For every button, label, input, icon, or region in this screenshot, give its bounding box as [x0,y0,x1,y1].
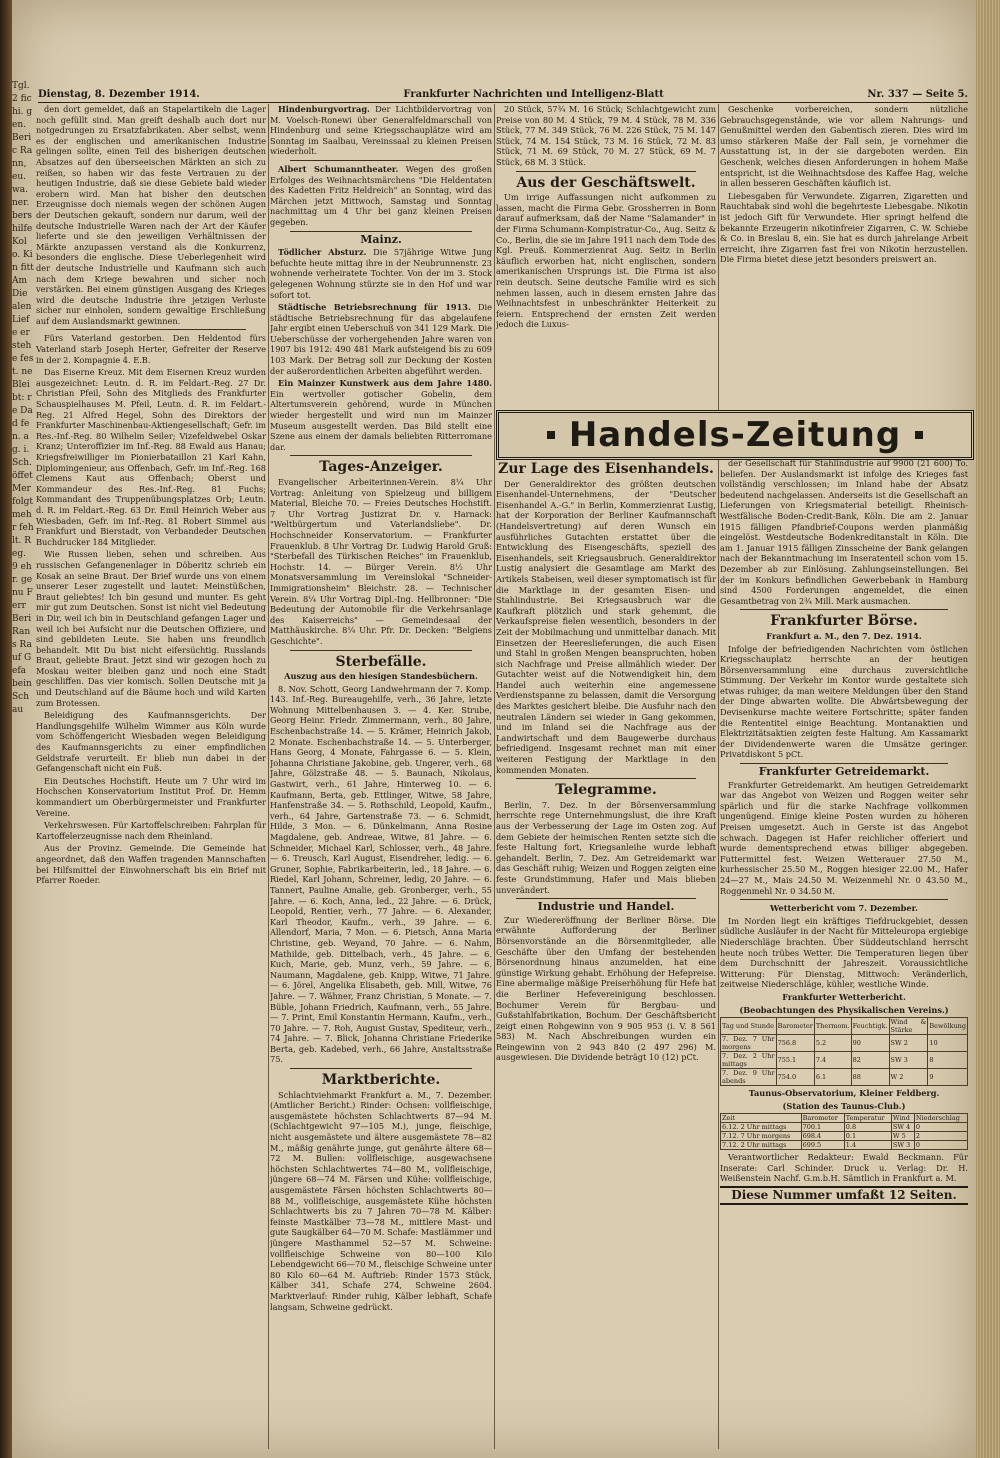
table-cell: SW 3 [889,1052,928,1069]
table-cell: 2 [914,1132,967,1141]
news-item: Aus der Provinz. Gemeinde. Die Gemeinde hat angeordnet, daß den Waffen tragenden Mannschaften bei Hilfsmittel der Einwohnerschaft bis ein Brief mit Pfarrer Roeder. [36,843,266,886]
news-item [270,302,492,376]
divider [290,231,472,232]
geschaeftswelt-text: Um irrige Auffassungen nicht aufkommen zu lassen, macht die Firma Gebr. Grossherren in Bonn darauf aufmerksam, daß der Name "Salamander" in der Firma Schumann-Kompistratur-Co., Aug. Seitz & Co., Berlin, die sie im Jahre 1911 nach dem Tode des Kgl. Preuß. Kommerzienrat Aug. Seitz in Berlin käuflich erworben hat, nicht englischen, sondern amerikanischen Ursprungs ist. Die Firma ist also rein deutsch. Seine deutsche Familie wird es sich nehmen lassen, auch in diesem ernsten Jahre das Weihnachtsfest in unbeschränkter Heiterkeit zu feiern. Entsprechend der ernsten Zeit werden jedoch die Luxus- [496,192,716,330]
table-cell: 7.12. 7 Uhr morgens [721,1132,802,1141]
boerse-text: Infolge der befriedigenden Nachrichten vom östlichen Kriegsschauplatz herrschte an der heutigen Börsenversammlung eine durchaus zuversichtliche Stimmung. Der Verkehr im Kontor wurde gestaltete sich etwas ruhiger, da man weitere Meldungen über den Stand der Dinge abwarten wollte. Die Abwärtsbewegung der Devisenkurse machte weitere Fortschritte; später fanden die Rententitel einige Beachtung. Montanaktien und Elektrizitätsaktien zeigten feste Haltung. Am Kassamarkt der Dividendenwerte waren die Umsätze geringer. Privatdiskont 5 pCt. [720,643,968,760]
weather-table [720,1017,968,1086]
column-rule [494,104,495,1449]
table-cell: 82 [851,1052,889,1069]
column-rule [718,104,719,1449]
item-text: Der Lichtbildervortrag von M. Voelsch-Ronewi über Generalfeldmarschall von Hindenburg und seine Kriegsschauplätze wird am Sonntag im Saalbau, Vereinssaal zu kleinen Preisen wiederholt. [270,104,492,157]
eisenhandel-text: Der Generaldirektor des größten deutschen Eisenhandel-Unternehmens, der "Deutscher Eisenhandel A.-G." in Berlin, Kommerzienrat Lustig, hat der Korporation der Berliner Kaufmannschaft (Handelsvertretung) auf deren Wunsch ein ausführliches Gutachten erstattet über die Entwicklung des Eisengeschäfts, speziell des Eisenhandels, seit Kriegsausbruch. Generaldirektor Lustig analysiert die Gesamtlage am Markt des Artikels Stabeisen, weil dieser symptomatisch ist für die Marktlage in der gesamten Eisen- und Stahlindustrie. Bei Kriegsausbruch war die Kaufkraft plötzlich und stark gehemmt, die Verkaufspreise fielen wesentlich, besonders in der Zeit der Mobilmachung und unmittelbar danach. Mit Einsetzen der Heereslieferungen, die auch Eisen und Stahl in großen Mengen beanspruchten, hoben sich Nachfrage und Preise allmählich wieder. Der Gutachter weist auf die Notwendigkeit hin, dem Handel auch weiterhin eine angemessene Verdienstspanne zu belassen, damit die Versorgung des Marktes gesichert bleibe. Die Ausfuhr nach den neutralen Ländern sei wieder in Gang gekommen, und im Inland sei die Nachfrage aus der Landwirtschaft und dem Baugewerbe durchaus befriedigend. Insgesamt rechnet man mit einer weiteren Festigung der Marktlage in den kommenden Monaten. [496,478,716,775]
news-item: Wie Russen lieben, sehen und schreiben. Aus russischen Gefangenenlager in Döberitz schrieb ein Kosak an seine Braut. Der Brief wurde uns von einem unserer Leser zugestellt und lautet: Meinstüßchen, Braut geliebtes! Ich bin gesund und munter. Es geht mir gut zum Deutschen. Sonst ist nicht viel Bedeutung in Dir, weil ich bin in Deutschland gefangen Lager und weil ich bei Aufsicht nur die Deutschen Offiziere, und sind gebildeten Leute. Sie haben uns freundlich behandelt. Mit Du bist nicht eifersüchtig. Russlands Braut, geliebte Braut. Jetzt sind wir gezogen hoch zu Moskau weiter bleiben ganz und noch eine Stadt geschliffen. Das vier komisch. Sollen Deutsche mit ja und Deutschland auf die Bäume hoch und wild Karten zum Brotessen. [36,549,266,708]
news-item: Das Eiserne Kreuz. Mit dem Eisernen Kreuz wurden ausgezeichnet: Leutn. d. R. im Feldart.-Reg. 27 Dr. Christian Pfeil, Sohn des Mitglieds des Frankfurter Schauspielhauses M. Pfeil, Leutn. d. R. im Feldart.-Reg. 21 Alfred Hegel, Sohn des Direktors der Frankfurter Maschinenbau-Aktiengesellschaft; Gefr. im Res.-Inf.-Reg. 80 Wilhelm Seiler; Vizefeldwebel Oskar Kranz; Unteroffizier im Inf.-Reg. 88 Ewald aus Hanau; Kriegsfreiwilliger im Pionierbataillon 21 Karl Kahn, Diplomingenieur, aus Offenbach, Gefr. im Inf.-Reg. 168 Clemens Kaut aus Offenbach; Oberst und Kommandeur des Res.-Inf.-Reg. 81 Fuchs; Kommandant des Truppenübungsplatzes Orb; Leutn. d. R. im Feldart.-Reg. 63 Dr. Emil Heinrich Weber aus Wiesbaden, Gefr. im Inf.-Reg. 81 Robert Simmel aus Frankfurt und Bierstadt, von Verbandeder Deutschen Buchdrucker 184 Mitglieder. [36,367,266,547]
book-spine [0,0,12,1458]
item-text: Ein wertvoller gotischer Gobelin, dem Altertumsverein gehörend, wurde in München wieder hergestellt und wird nun im Mainzer Museum ausgestellt werden. Das Bild stellt eine Szene aus einem der damals beliebten Ritterromane dar. [270,388,492,452]
section-heading-telegramme: Telegramme. [555,782,657,799]
table-cell: 699.5 [801,1141,844,1150]
table-header-cell: Barometer [801,1114,844,1123]
table-cell: 8 [928,1052,968,1069]
telegramme-text: Berlin, 7. Dez. In der Börsenversammlung herrschte rege Unternehmungslust, die ihre Kraft aus der Verbesserung der Lage im Osten zog. Auf dem Gebiete der heimischen Renten setzte sich die feste Haltung fort, Kriegsanleihe wurde lebhaft gehandelt. Berlin, 7. Dez. Am Getreidemarkt war das Geschäft ruhig; Weizen und Roggen zeigten eine feste Grundstimmung, Hafer und Mais blieben unverändert. [496,799,716,895]
column-rule [268,104,269,1449]
table-header-cell: Thermom. [814,1018,851,1035]
news-item: Ein Deutsches Hochstift. Heute um 7 Uhr wird im Hochschen Konservatorium Institut Prof. Dr. Hemm kommandiert um Oberbürgermeister und Frankfurter Vereine. [36,775,266,818]
ornament-square-icon [547,431,555,439]
frankfurter-wetter-sub: (Beobachtungen des Physikalischen Vereins.) [739,1004,949,1015]
item-title: Hindenburgvortrag. [278,104,370,114]
divider [740,899,948,900]
news-item: Fürs Vaterland gestorben. Den Heldentod fürs Vaterland starb Joseph Herter, Gefreiter der Reserve in der 2. Kompagnie 4. E.B. [36,333,266,365]
news-item: Beleidigung des Kaufmannsgerichts. Der Handlungsgehilfe Wilhelm Wimmer aus Köln wurde vom Schöffengericht Wiesbaden wegen Beleidigung des Kaufmannsgerichts zu einer empfindlichen Geldstrafe verurteilt. Er blieb nun dabei in der Gefangenschaft nicht ein Fuß. [36,710,266,774]
column-3-bottom [496,458,716,1448]
table-header-cell: Wind & Stärke [890,1018,927,1035]
table-header-row [721,1114,968,1123]
table-cell: 756.8 [776,1035,814,1052]
section-heading-taunus: Taunus-Observatorium, Kleiner Feldberg. [748,1088,940,1099]
divider [56,329,246,330]
table-cell: SW 2 [889,1035,928,1052]
table-cell: 700.1 [801,1123,844,1132]
table-cell: W 2 [889,1069,928,1086]
table-cell: 7. Dez. 7 Uhr morgens [722,1035,775,1052]
item-text: Die 57jährige Witwe Jung befuchte heute mittag ihre in der Neubrunnenstr. 23 wohnende verheiratete Tochter. Von der im 3. Stock gelegenen Wohnung stürzte sie in den Hof und war sofort tot. [270,247,492,300]
table-cell: 6.12. 2 Uhr mittags [721,1123,802,1132]
column-3-top [496,104,716,404]
section-subheading: Auszug aus den hiesigen Standesbüchern. [284,671,478,682]
section-heading-eisenhandel: Zur Lage des Eisenhandels. [498,461,714,477]
header-page-number: Nr. 337 — Seite 5. [867,88,968,100]
table-cell: 755.1 [776,1052,814,1069]
item-title: Tödlicher Absturz. [278,247,367,258]
divider [290,650,472,651]
item-text: Wegen des großen Erfolges des Weihnachtsmärchens "Die Heldentaten des Kadetten Fritz Heldreich" an Sonntag, wird das Märchen jetzt Mittwoch, Samstag und Sonntag nachmittag um 4 Uhr bei ganz kleinen Preisen gegeben. [270,163,492,227]
item-title: Albert Schumanntheater. [278,163,399,174]
table-cell: SW 3 [891,1141,914,1150]
divider [290,160,472,161]
newspaper-page [12,0,976,1458]
table-cell: 754.0 [776,1069,814,1086]
table-cell: W 5 [891,1132,914,1141]
taunus-table [720,1113,968,1150]
sterbefaelle-text: 8. Nov. Schott, Georg Landwehrmann der 7. Komp. 143. Inf.-Reg. Bureaugehilfe, verh., 36 Jahre, letzte Wohnung Mittelbenhausen 3. — 4. Ker. Strube, Georg Heinr. Friedr. Zimmermann, verh., 80 Jahre, Eschenbachstraße 14. — 5. Krämer, Heinrich Jakob, 2 Monate. Eschenbachstraße 14. — 5. Unterberger, Hans Georg, 4 Monate, Fahrgasse 6. — 5. Klein, Johanna Christiane Jakobine, geb. Ungerer, verh., 68 Jahre, Gölzstraße 48. — 5. Baunach, Nikolaus, Gastwirt, verh., 61 Jahre, Hinterweg 10. — 6. Kaufmann, Berta, geb. Ettlinger, Witwe, 58 Jahre, Hanfenstraße 34. — 5. Rothschild, Leopold, Kaufm., verh., 64 Jahre, Gartenstraße 73. — 6. Schmidt, Hilde, 3 Mon. — 6. Dünkelmann, Anna Rosine Magdalene, geb. Andreae, Witwe, 81 Jahre. — 6. Schneider, Michael Karl, Schlosser, verh., 48 Jahre. — 6. Treusch, Karl August, Eisendreher, ledig. — 6. Gruner, Sophie, Fabrikarbeiterin, led., 18 Jahre. — 6. Riedel, Karl Johann, Schreiner, ledig, 20 Jahre. — 6. Tannert, Pauline Amalie, geb. Gronberger, verh., 55 Jahre. — 6. Koch, Anna, led., 22 Jahre. — 6. Drück, Leopold, Rentier, verh., 77 Jahre. — 6. Alexander, Karl Theodor, Kaufm., verh., 39 Jahre. — 6. Allendorf, Maria, 7 Mon. — 6. Pietsch, Anna Maria Christine, geb. Weyand, 70 Jahre. — 6. Nahm, Mathilde, geb. Dittelbach, verh., 45 Jahre. — 6. Kuch, Marie, geb. Munz, verh., 59 Jahre. — 6. Naumann, Magdalene, geb. Knipp, Witwe, 71 Jahre. — 6. Jörel, Angelika Elisabeth, geb. Mill, Witwe, 76 Jahre. — 7. Wähner, Franz Christian, 5 Monate. — 7. Büble, Johann Friedrich, Kaufmann, verh., 55 Jahre. — 7. Print, Emil Konstantin Hermann, Kaufm., verh., 70 Jahre. — 7. Roh, August Gustav, Spediteur, verh., 74 Jahre. — 7. Blick, Johanna Christiane Friederike Berta, geb. Kadebed, verh., 66 Jahre, Anstaltsstraße 75. [270,683,492,1065]
table-header-row [721,1018,968,1035]
table-cell: 6.1 [814,1069,851,1086]
section-heading-frankfurter-wetter: Frankfurter Wetterbericht. [782,991,906,1002]
news-item [270,104,492,157]
ornament-square-icon [915,431,923,439]
table-header-cell: Tag und Stunde [721,1018,777,1035]
table-cell: 1.4 [844,1141,891,1150]
section-heading-geschaeftswelt: Aus der Geschäftswelt. [516,174,696,191]
table-cell: 0 [914,1123,967,1132]
taunus-sub: (Station des Taunus-Club.) [782,1100,906,1111]
table-cell: 9 [928,1069,968,1086]
item-text: Die städtische Betriebsrechnung für das abgelaufene Jahr ergibt einen Ueberschuß von 341 129 Mark. Die Ueberschüsse der vorhergehenden Jahre waren von 1907 bis 1912: 490 481 Mark aufsteigend bis zu 609 103 Mark. Der Betrag soll zur Deckung der Kosten der außerordentlichen Arbeiten abgeführt werden. [270,302,492,376]
table-row [721,1123,968,1132]
table-cell: 7.12. 2 Uhr mittags [721,1141,802,1150]
divider [516,171,696,172]
table-cell: SW 4 [891,1123,914,1132]
column-2 [270,104,492,1449]
table-header-cell: Temperatur [844,1114,891,1123]
table-cell: 0 [914,1141,967,1150]
section-heading-marktberichte: Marktberichte. [321,1072,441,1089]
header-masthead: Frankfurter Nachrichten und Intelligenz-Blatt [403,88,664,100]
article-continuation: Geschenke vorbereichen, sondern nützliche Gebrauchsgegenstände, wie vor allem Nahrungs- und Genußmittel werden den Gabentisch zieren. Dies wird im umso stärkeren Maße der Fall sein, je vornehmer die Ausstattung ist, in der sie dargeboten werden. Ein Geschenk, welches diesen Anforderungen in hohem Maße entspricht, ist die Weihnachtsdose des Kaffee Hag, welche in allen besseren Geschäften käuflich ist. [720,104,968,189]
news-item [270,247,492,300]
page-edges [976,0,1000,1458]
table-cell: 7. Dez. 2 Uhr mittags [722,1052,775,1069]
table-cell: 7.4 [814,1052,851,1069]
article-text: den dort gemeldet, daß an Stapelartikeln die Lager noch gefüllt sind. Man greift deshalb auch dort nur notgedrungen zu Ersatzfabrikaten. Aber selbst, wenn es der englischen und amerikanischen Industrie gelingen sollte, einen Teil des bisherigen deutschen Absatzes auf den überseeischen Märkten an sich zu reißen, so haben wir das feste Vertrauen zu der heutigen Industrie, daß sie diese Gebiete bald wieder erobern wird. Man hat bisher den deutschen Erzeugnisse doch niemals wegen der schönen Augen der Deutschen gekauft, sondern nur darum, weil der deutsche Industrielle Waren nach der Art der Käufer lieferte und sie den jeweiligen Verhältnissen der Märkte anzupassen verstand als die Konkurrenz, besonders die englische. Diese Ueberlegenheit wird der deutsche Industrielle und Kaufmann sich auch nach dem Kriege bewahren und sicher noch verstärken. Bei einem günstigen Ausgang des Krieges wird die deutsche Industrie ihre jetzigen Verluste sicher nur einholen, sondern gewaltige Erschließung auf dem Auslandsmarkt gewinnen. [36,104,266,326]
section-heading-sterbefaelle: Sterbefälle. [335,653,427,670]
table-row [721,1035,968,1052]
liebesgaben-item: Liebesgaben für Verwundete. Zigarren, Zigaretten und Rauchtabak sind wohl die begehrteste Liebesgabe. Nikotin ist jedoch Gift für Verwundete. Hier springt helfend die bekannte Erzeugerin nikotinfreier Zigarren, C. W. Schiebe & Co. in Breslau 8, ein. Sie hat es durch jahrelange Arbeit erreicht, ihre Zigarren fast frei von Nikotin herzustellen. Die Firma bietet diese jetzt besonders preiswert an. [720,190,968,265]
impressum: Verantwortlicher Redakteur: Ewald Beckmann. Für Inserate: Carl Schinder. Druck u. Verlag: Dr. H. Weißenstein Nachf. G.m.b.H. Sämtlich in Frankfurt a. M. [720,1152,968,1184]
divider [740,609,948,610]
table-cell: 698.4 [801,1132,844,1141]
table-header-cell: Feuchtigk. [851,1018,889,1035]
header-date: Dienstag, 8. Dezember 1914. [38,88,200,100]
news-item: Verkehrswesen. Für Kartoffelschreiben: Fahrplan für Kartoffelerzeugnisse nach dem Rheinland. [36,820,266,841]
banner-title: Handels-Zeitung [568,415,902,455]
table-cell: 88 [851,1069,889,1086]
market-continuation: 20 Stück, 57¾ M. 16 Stück; Schlachtgewicht zum Preise von 80 M. 4 Stück, 79 M. 4 Stück, 78 M. 336 Stück, 77 M. 349 Stück, 76 M. 226 Stück, 75 M. 147 Stück, 74 M. 154 Stück, 73 M. 16 Stück, 72 M. 83 Stück, 71 M. 69 Stück, 70 M. 27 Stück, 69 M. 7 Stück, 68 M. 3 Stück. [496,104,716,167]
handels-zeitung-banner [496,410,974,460]
divider [290,455,472,456]
table-header-cell: Zeit [721,1114,802,1123]
table-row [721,1132,968,1141]
column-4-bottom [720,458,968,1448]
section-heading-boerse: Frankfurter Börse. [770,613,918,630]
item-title: Ein Mainzer Kunstwerk aus dem Jahre 1480. [278,378,492,389]
news-item [270,378,492,452]
divider [740,763,948,764]
table-cell: 0.1 [844,1132,891,1141]
divider [516,898,696,899]
news-item [270,164,492,228]
table-header-cell: Bewölkung [928,1018,968,1035]
column-4-top [720,104,968,404]
page-count-note: Diese Nummer umfaßt 12 Seiten. [720,1186,968,1205]
section-heading-tages-anzeiger: Tages-Anzeiger. [319,459,443,476]
table-cell: 90 [851,1035,889,1052]
divider [516,778,696,779]
table-header-cell: Niederschlag [914,1114,967,1123]
item-title: Städtische Betriebsrechnung für 1913. [278,302,471,313]
table-cell: 5.2 [814,1035,851,1052]
table-cell: 7. Dez. 9 Uhr abends [722,1069,775,1086]
table-row [721,1052,968,1069]
page-header [38,86,968,103]
handels-continuation: der Gesellschaft für Stahlindustrie auf 9900 (21 600) To. beliefen. Der Auslandsmarkt ist infolge des Krieges fast vollständig verschlossen; im Inland habe der Absatz bedeutend nachgelassen. Anderseits ist die Gesellschaft an Lieferungen von Kriegsmaterial beteiligt. Rheinisch-Westfälische Boden-Credit-Bank, Köln. Die am 2. Januar 1915 fälligen Pfandbrief-Coupons werden planmäßig eingelöst. Westdeutsche Bodenkreditanstalt in Köln. Die am 1. Januar 1915 fälligen Zinsscheine der Bank gelangen nach der Bekanntmachung im Inseratenteil schon vom 15. Dezember ab zur Einlösung. Zahlungseinstellungen. Bei der im Konkurs befindlichen Gewerbebank in Hamburg sind 4500 Forderungen angemeldet, die einen Gesamtbetrag von 2¾ Mill. Mark ausmachen. [720,458,968,606]
section-heading-industrie: Industrie und Handel. [537,900,675,914]
left-margin-fragment: Tgl. 2 fichi. gen. Beric Rann, eu. wa. ner. bers hilfe Kolo. Kin fitt Am Die alen Liefe er stehe fest. ne Bleibt: re Dad fen. ag. i. Sch. öffet Mer folgt mehr fehlt. Reg. 9 ehr. genu Ferr Beri Rans Rauf Gefa bein Sch au [12,81,34,715]
table-row [721,1069,968,1086]
section-heading-mainz: Mainz. [360,232,402,246]
section-heading-getreidemarkt: Frankfurter Getreidemarkt. [758,765,930,779]
wetterbericht-text: Im Norden liegt ein kräftiges Tiefdruckgebiet, dessen südliche Ausläufer in der Nacht für Mitteleuropa ergiebige Niederschläge brachten. Über Süddeutschland herrscht heute noch trübes Wetter. Die Temperaturen liegen über dem Durchschnitt der Jahreszeit. Voraussichtliche Witterung: Für Dienstag, Mittwoch: Veränderlich, zeitweise Niederschläge, kühler, westliche Winde. [720,915,968,990]
marktberichte-text: Schlachtviehmarkt Frankfurt a. M., 7. Dezember. (Amtlicher Bericht.) Rinder: Ochsen: vollfleischige, ausgemästete höchsten Schlachtwerts 87—94 M. (Schlachtgewicht 97—105 M.), junge, fleischige, nicht ausgemästete und ältere ausgemästete 78—82 M., mäßig genährte junge, gut genährte ältere 68—72 M. Bullen: vollfleischige, ausgewachsene höchsten Schlachtwertes 74—80 M., vollfleischige, jüngere 68—74 M. Färsen und Kühe: vollfleischige, ausgemästete Färsen höchsten Schlachtwerts 80—88 M., vollfleischige, ausgemästete Kühe höchsten Schlachtwerts bis zu 7 Jahren 70—78 M. Kälber: feinste Mastkälber 73—78 M., mittlere Mast- und gute Saugkälber 64—70 M. Schafe: Mastlämmer und jüngere Masthammel 52—57 M. Schweine: vollfleischige Schweine von 80—100 Kilo Lebendgewicht 66—70 M., fleischige Schweine unter 80 Kilo 60—64 M. Auftrieb: Rinder 1573 Stück, Kälber 341, Schafe 274, Schweine 2604. Marktverlauf: Rinder ruhig, Kälber lebhaft, Schafe langsam, Schweine gedrückt. [270,1089,492,1312]
table-header-cell: Wind [891,1114,914,1123]
tages-anzeiger-text: Evangelischer Arbeiterinnen-Verein. 8¼ Uhr Vortrag: Anleitung von Spielzeug und billigem Material, Bleiche 70. — Freies Deutsches Hochstift. 7 Uhr Vortrag Justizrat Dr. v. Harnack: "Weltbürgertum und Vaterlandsliebe". Dr. Hochschneider Konservatorium. — Frankfurter Frauenklub. 8 Uhr Vortrag Dr. Ludwig Harold Gruß: "Sterbefall des Türkischen Reiches" im Frauenklub, Hochstr. 14. — Bürger Verein. 8½ Uhr Monatsversammlung im Vereinslokal "Schneider-Immigrationsheim" Bleichstr. 28. — Technischer Verein. 8¼ Uhr Vortrag Dipl.-Ing. Hellbronner: "Die Bedeutung der Automobile für die Verkehrsanlage des Kaiserreichs" — Gemeindesaal der Matthäuskirche. 8¼ Uhr. Pfr. Dr. Decken: "Belgiens Geschichte". [270,477,492,646]
divider [290,1068,472,1069]
table-cell: 0.8 [844,1123,891,1132]
industrie-text: Zur Wiedereröffnung der Berliner Börse. Die erwähnte Aufforderung der Berliner Börsenvorstände an die Börsenmitglieder, alle Geschäfte über den Umfang der bestehenden Börsenordnung hinaus anzumelden, hat eine günstige Wirkung gehabt. Erhöhung der Hefepreise. Eine abermalige mäßige Preiserhöhung für Hefe hat die Berliner Hefevereinigung beschlossen. Bochumer Verein für Bergbau- und Gußstahlfabrikation, Bochum. Der Geschäftsbericht zeigt einen Rohgewinn von 9 905 953 (i. V. 8 561 583) M. Nach Abschreibungen wurden ein Reingewinn von 2 943 840 (2 497 296) M. ausgewiesen. Die Dividende beträgt 10 (12) pCt. [496,914,716,1063]
column-1 [36,104,266,1449]
table-cell: 10 [928,1035,968,1052]
getreidemarkt-text: Frankfurter Getreidemarkt. Am heutigen Getreidemarkt war das Angebot von Weizen und Roggen weiter sehr spärlich und für die starke Nachfrage vollkommen ungenügend. Einige kleine Posten wurden zu höheren Preisen umgesetzt. Auch in Gerste ist das Angebot schwach. Dagegen ist Hafer reichlicher offeriert und wurde dementsprechend etwas billiger abgegeben. Futtermittel fest. Weizen Wetterauer 27.50 M., kurhessischer 25.50 M., Roggen hiesiger 22.00 M., Hafer 24—27 M., Mais 24.50 M. Weizenmehl Nr. 0 43.50 M., Roggenmehl Nr. 0 34.50 M. [720,779,968,896]
table-row [721,1141,968,1150]
table-header-cell: Barometer [776,1018,814,1035]
boerse-dateline: Frankfurt a. M., den 7. Dez. 1914. [766,630,922,641]
section-heading-wetterbericht: Wetterbericht vom 7. Dezember. [769,903,919,914]
